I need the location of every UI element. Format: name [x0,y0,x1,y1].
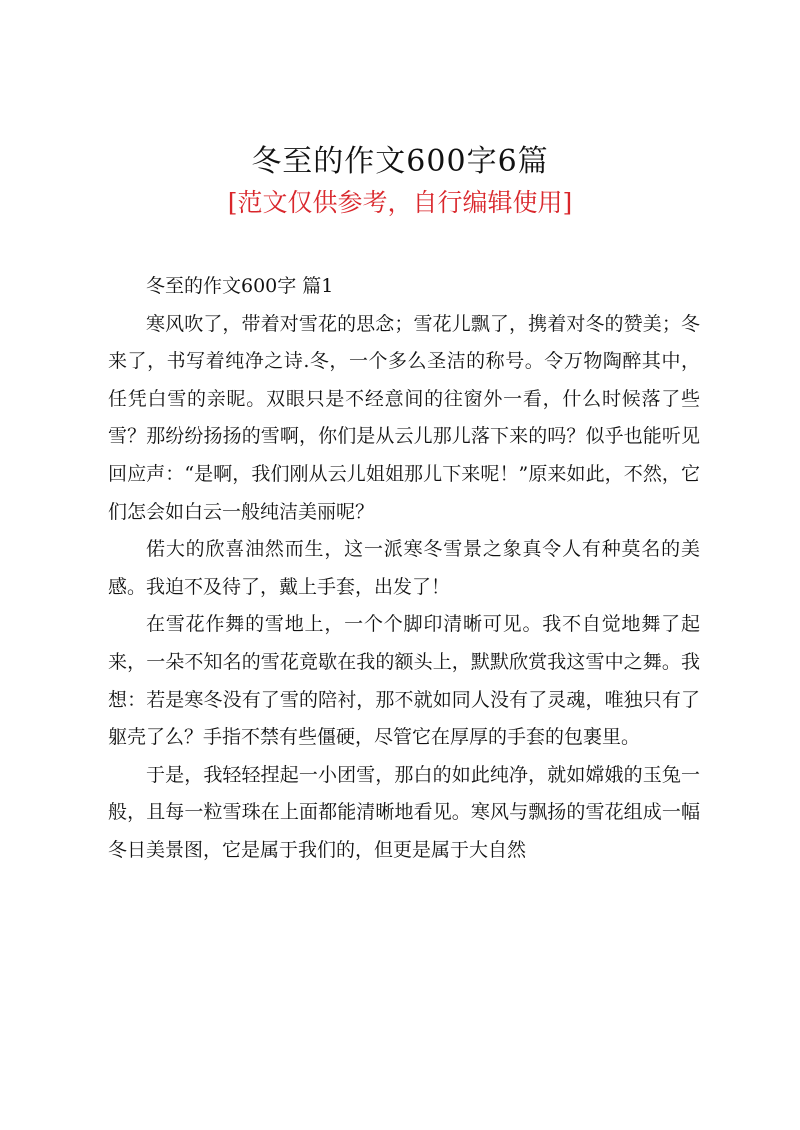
paragraph: 偌大的欣喜油然而生，这一派寒冬雪景之象真令人有种莫名的美感。我迫不及待了，戴上手套，出发了！ [108,538,700,598]
document-title: 冬至的作文600字6篇 [251,144,549,179]
essay-heading: 冬至的作文600字 篇1 [146,275,334,297]
essay-body [108,268,700,870]
paragraph: 寒风吹了，带着对雪花的思念；雪花儿飘了，携着对冬的赞美；冬来了，书写着纯净之诗.冬，一个多么圣洁的称号。令万物陶醉其中，任凭白雪的亲昵。双眼只是不经意间的往窗外一看，什么时候落了些雪？那纷纷扬扬的雪啊，你们是从云儿那儿落下来的吗？似乎也能听见回应声：“是啊，我们刚从云儿姐姐那儿下来呢！”原来如此，不然，它们怎会如白云一般纯洁美丽呢？ [108,312,700,523]
paragraph: 在雪花作舞的雪地上，一个个脚印清晰可见。我不自觉地舞了起来，一朵不知名的雪花竟歇在我的额头上，默默欣赏我这雪中之舞。我想：若是寒冬没有了雪的陪衬，那不就如同人没有了灵魂，唯独只有了躯壳了么？手指不禁有些僵硬，尽管它在厚厚的手套的包裹里。 [108,613,700,749]
paragraph: 于是，我轻轻捏起一小团雪，那白的如此纯净，就如嫦娥的玉兔一般，且每一粒雪珠在上面都能清晰地看见。寒风与飘扬的雪花组成一幅冬日美景图，它是属于我们的，但更是属于大自然 [108,763,700,861]
document-subtitle: [范文仅供参考，自行编辑使用] [227,188,573,217]
